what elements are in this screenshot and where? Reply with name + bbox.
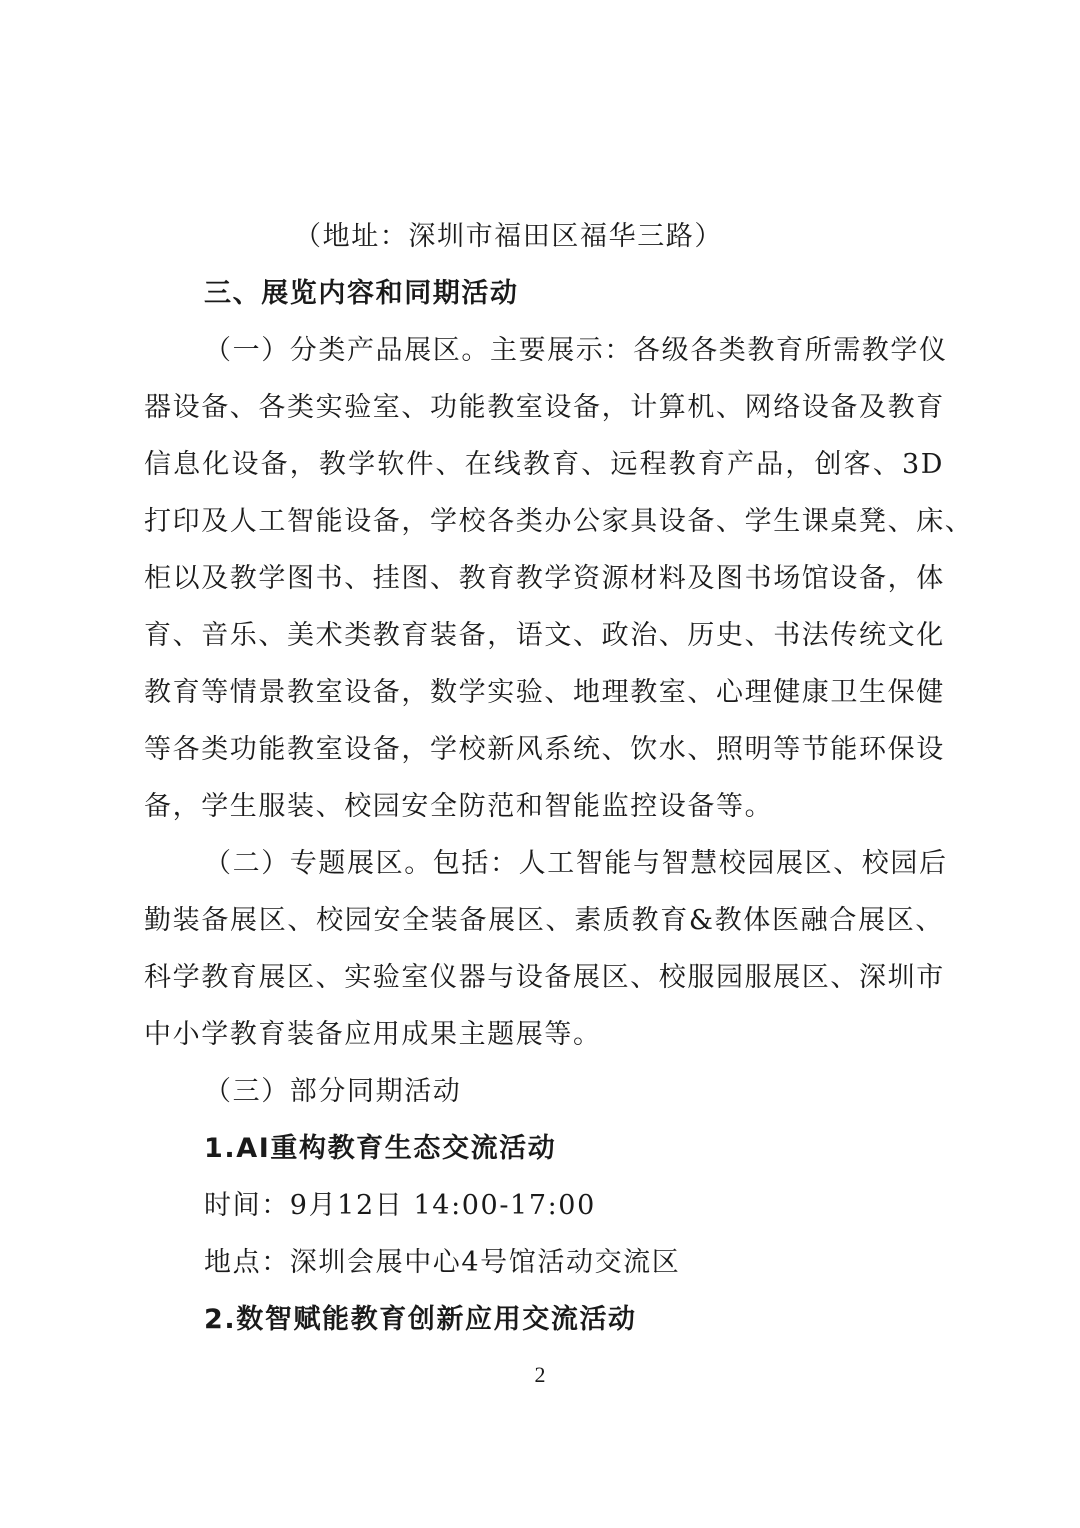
section3-heading: 三、展览内容和同期活动 <box>204 278 519 309</box>
activity2-title: 2.数智赋能教育创新应用交流活动 <box>204 1304 637 1335</box>
para1-line-2: 器设备、各类实验室、功能教室设备，计算机、网络设备及教育 <box>144 392 945 423</box>
para1-line-7: 教育等情景教室设备，数学实验、地理教室、心理健康卫生保健 <box>144 677 945 708</box>
para2-line-2: 勤装备展区、校园安全装备展区、素质教育&教体医融合展区、 <box>144 905 944 936</box>
para2-line-4: 中小学教育装备应用成果主题展等。 <box>144 1019 602 1050</box>
para1-line-1: （一）分类产品展区。主要展示：各级各类教育所需教学仪 <box>204 335 948 366</box>
para1-line-9: 备，学生服装、校园安全防范和智能监控设备等。 <box>144 791 774 822</box>
address-line: （地址：深圳市福田区福华三路） <box>294 221 723 252</box>
para1-line-5: 柜以及教学图书、挂图、教育教学资源材料及图书场馆设备，体 <box>144 563 945 594</box>
para2-line-1: （二）专题展区。包括：人工智能与智慧校园展区、校园后 <box>204 848 948 879</box>
para1-line-4: 打印及人工智能设备，学校各类办公家具设备、学生课桌凳、床、 <box>144 506 974 537</box>
para1-line-6: 育、音乐、美术类教育装备，语文、政治、历史、书法传统文化 <box>144 620 945 651</box>
para1-line-8: 等各类功能教室设备，学校新风系统、饮水、照明等节能环保设 <box>144 734 945 765</box>
activity1-time: 时间：9月12日 14:00-17:00 <box>204 1190 596 1221</box>
para1-line-3: 信息化设备，教学软件、在线教育、远程教育产品，创客、3D <box>144 449 944 480</box>
document-body <box>144 208 974 1348</box>
activity1-title: 1.AI重构教育生态交流活动 <box>204 1133 557 1164</box>
sub3-heading: （三）部分同期活动 <box>204 1076 462 1107</box>
activity1-place: 地点：深圳会展中心4号馆活动交流区 <box>204 1247 681 1278</box>
para2-line-3: 科学教育展区、实验室仪器与设备展区、校服园服展区、深圳市 <box>144 962 945 993</box>
page-number: 2 <box>534 1362 546 1387</box>
